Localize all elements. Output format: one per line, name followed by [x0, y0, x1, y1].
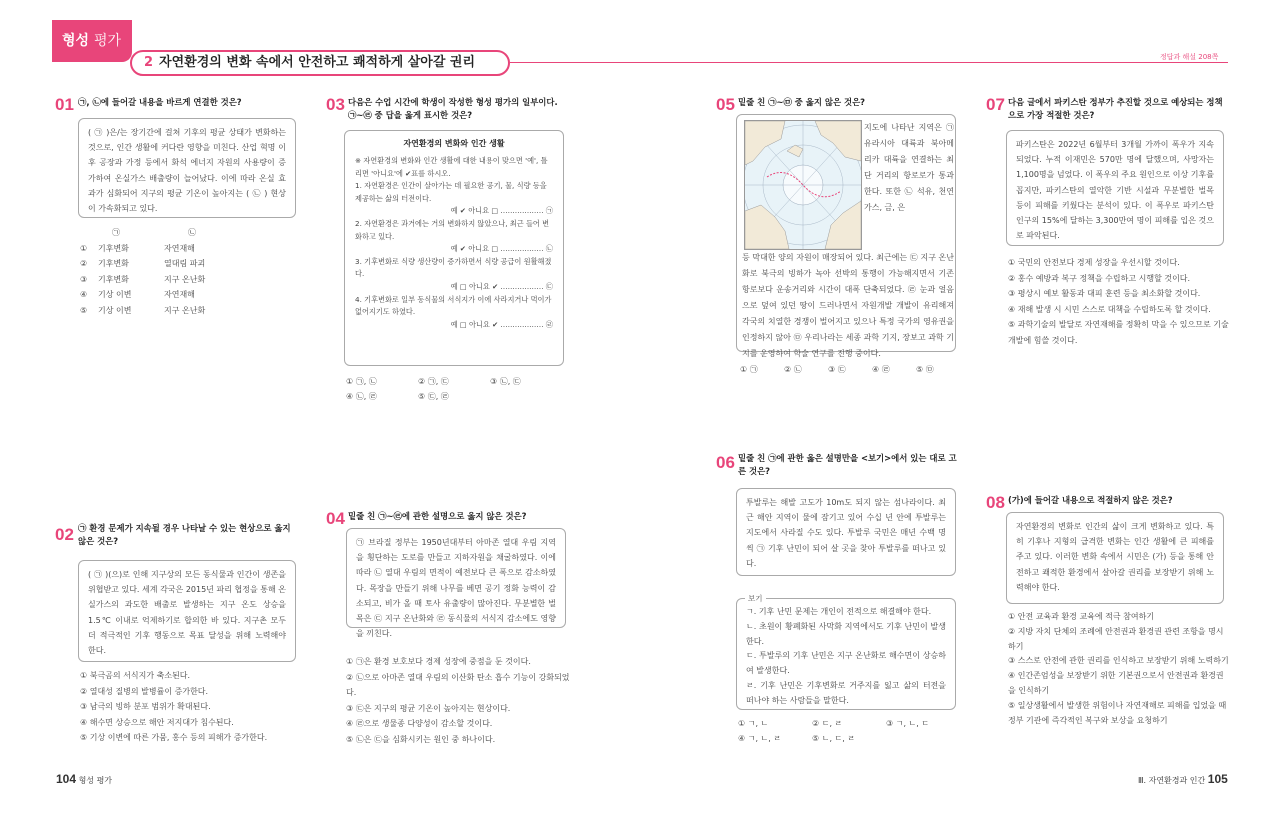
- q03-check: 예 ✔ 아니요 □ ……………… ㉠: [450, 206, 553, 216]
- q07-options: [1008, 255, 1230, 349]
- q07-passage: 파키스탄은 2022년 6월부터 3개월 가까이 폭우가 지속되었다. 누적 이재민은 570만 명에 달했으며, 사망자는 1,100명을 넘었다. 이 폭우의 주요 원인으로 이상 기후를 꼽지만, 파키스탄의 열악한 기반 시설과 무분별한 벌목 등이 피해를 키웠다는 분석이 있다. 이 폭우로 파키스탄 인구의 15%에 달하는 3,300만여 명이 피해를 입은 것으로 파악된다.: [1006, 130, 1224, 246]
- q06-choice[interactable]: ④ ㄱ, ㄴ, ㄹ: [738, 734, 782, 744]
- q06-choice[interactable]: ① ㄱ, ㄴ: [738, 719, 769, 728]
- q04-option[interactable]: ① ㉠은 환경 보호보다 경제 성장에 중점을 둔 것이다.: [346, 657, 531, 666]
- q03-choice[interactable]: ⑤ ㉢, ㉣: [418, 392, 449, 402]
- q08-option[interactable]: ① 안전 교육과 환경 교육에 적극 참여하기: [1008, 612, 1155, 621]
- q01-options: [80, 225, 280, 319]
- q01-opt-a: 기후변화: [98, 259, 129, 269]
- q01-opt-b: 자연재해: [164, 290, 195, 300]
- q02-option[interactable]: ③ 남극의 빙하 분포 범위가 확대된다.: [80, 702, 211, 712]
- answer-reference: 정답과 해설 208쪽: [1160, 53, 1219, 61]
- q04-option[interactable]: ⑤ ㉡은 ㉢을 심화시키는 원인 중 하나이다.: [346, 734, 496, 744]
- q01-question: ㉠, ㉡에 들어갈 내용을 바르게 연결한 것은?: [78, 97, 242, 107]
- q05-number: 05: [716, 95, 735, 114]
- q02-option[interactable]: ② 열대성 질병의 발병률이 증가한다.: [80, 686, 209, 696]
- arctic-map: [744, 120, 862, 250]
- q06-choice[interactable]: ② ㄷ, ㄹ: [812, 719, 843, 728]
- q03-choice[interactable]: ② ㉠, ㉢: [418, 377, 449, 386]
- q05-choices: [740, 362, 960, 377]
- q01-head-a: ㉠: [112, 228, 120, 237]
- q03-question: [348, 96, 578, 121]
- q05-choice[interactable]: ④ ㉣: [872, 365, 890, 374]
- q07-question: 다음 글에서 파키스탄 정부가 추진할 것으로 예상되는 정책으로 가장 적절한 것은?: [1008, 97, 1223, 120]
- q04-options: [346, 654, 572, 748]
- q06-bogi-item: ㄴ. 초원이 황폐화된 사막화 지역에서도 기후 난민이 발생한다.: [746, 621, 946, 646]
- q03-check: 예 □ 아니요 ✔ ……………… ㉣: [450, 319, 553, 329]
- q01-opt-num[interactable]: ④: [80, 290, 88, 300]
- q01-opt-num[interactable]: ②: [80, 259, 88, 269]
- q05-choice[interactable]: ⑤ ㉤: [916, 365, 934, 374]
- q03-choice[interactable]: ④ ㉡, ㉣: [346, 392, 377, 402]
- q06-choice[interactable]: ③ ㄱ, ㄴ, ㄷ: [886, 719, 930, 728]
- q04-question: 밑줄 친 ㉠~㉣에 관한 설명으로 옳지 않은 것은?: [348, 511, 527, 521]
- q06-bogi-item: ㄷ. 투발루의 기후 난민은 지구 온난화로 해수면이 상승하여 발생한다.: [746, 651, 946, 676]
- tab-light: 평가: [93, 33, 121, 49]
- q03-item: 2. 자연환경은 과거에는 거의 변화하지 않았으나, 최근 들어 변화하고 있다.: [355, 218, 550, 241]
- q02-passage: ( ㉠ )(으)로 인해 지구상의 모든 동식물과 인간이 생존을 위협받고 있다. 세계 각국은 2015년 파리 협정을 통해 온실가스의 과도한 배출로 발생하는 지구 온도 상승을 1.5℃ 이내로 억제하기로 합의한 바 있다. 지구촌 모두 더 적극적인 기후 행동으로 목표 달성을 위해 노력해야 한다.: [78, 560, 296, 662]
- q02-number: 02: [55, 525, 74, 544]
- q05-passage-body: 등 막대한 양의 자원이 매장되어 있다. 최근에는 ㉢ 지구 온난화로 북극의 빙하가 녹아 선박의 통행이 가능해지면서 기존 항로보다 운송거리와 시간이 대폭 단축되었다. ㉣ 눈과 얼음으로 덮여 있던 땅이 드러나면서 자원개발 개발이 유리해져 각국의 치열한 경쟁이 벌어지고 있으나 특정 국가의 영유권을 인정하지 않아 ㉤ 우리나라는 세종 과학 기지, 장보고 과학 기지를 운영하여 학술 연구를 진행 중이다.: [742, 253, 954, 358]
- q05-choice[interactable]: ① ㉠: [740, 365, 758, 374]
- q08-option[interactable]: ② 지방 자치 단체의 조례에 안전권과 환경권 관련 조항을 명시하기: [1008, 626, 1224, 651]
- q01-opt-num[interactable]: ⑤: [80, 305, 88, 315]
- q04-option[interactable]: ④ ㉣으로 생물종 다양성이 감소할 것이다.: [346, 719, 493, 729]
- q03-choice[interactable]: ① ㉠, ㉡: [346, 377, 377, 386]
- q08-options: [1008, 610, 1230, 728]
- q06-question: 밑줄 친 ㉠에 관한 옳은 설명만을 <보기>에서 있는 대로 고른 것은?: [738, 453, 957, 476]
- q03-item: 1. 자연환경은 인간이 살아가는 데 필요한 공기, 물, 식량 등을 제공하는 삶의 터전이다.: [355, 181, 547, 203]
- q06-choice[interactable]: ⑤ ㄴ, ㄷ, ㄹ: [812, 734, 856, 744]
- q03-choice[interactable]: ③ ㉡, ㉢: [490, 377, 521, 386]
- q07-option[interactable]: ① 국민의 안전보다 경제 성장을 우선시할 것이다.: [1008, 258, 1180, 267]
- q04-number: 04: [326, 509, 345, 528]
- q03-number: 03: [326, 95, 345, 114]
- q06-bogi-item: ㄱ. 기후 난민 문제는 개인이 전적으로 해결해야 한다.: [746, 607, 932, 616]
- q06-passage: 투발루는 해발 고도가 10m도 되지 않는 섬나라이다. 최근 해안 지역이 물에 잠기고 있어 수십 년 안에 투발루는 지도에서 사라질 수도 있다. 투발루 국민은 매년 수백 명씩 ㉠ 기후 난민이 되어 살 곳을 찾아 투발루를 떠나고 있다.: [736, 488, 956, 576]
- q05-choice[interactable]: ② ㉡: [784, 365, 802, 374]
- q08-passage: 자연환경의 변화로 인간의 삶이 크게 변화하고 있다. 특히 기후나 지형의 급격한 변화는 인간 생활에 큰 피해를 주고 있다. 이러한 변화 속에서 시민은 (가) 등을 통해 안전하고 쾌적한 환경에서 살아갈 권리를 보장받기 위해 노력해야 한다.: [1006, 512, 1224, 604]
- q01-opt-num[interactable]: ③: [80, 274, 88, 284]
- q02-option[interactable]: ④ 해수면 상승으로 해안 저지대가 침수된다.: [80, 717, 234, 727]
- q08-number: 08: [986, 493, 1005, 512]
- q01-number: 01: [55, 95, 74, 114]
- footer-right: [1138, 770, 1228, 789]
- q04-option[interactable]: ② ㉡으로 아마존 열대 우림의 이산화 탄소 흡수 기능이 강화되었다.: [346, 672, 570, 698]
- q01-head-b: ㉡: [188, 228, 196, 237]
- q01-opt-num[interactable]: ①: [80, 243, 88, 253]
- q03-item: 3. 기후변화로 식량 생산량이 증가하면서 식량 공급이 원활해졌다.: [355, 256, 552, 279]
- page-number-right: 105: [1207, 772, 1228, 786]
- q06-bogi-label: 보기: [745, 592, 766, 606]
- q01-opt-b: 지구 온난화: [164, 274, 206, 284]
- q01-opt-a: 기상 이변: [98, 305, 132, 315]
- footer-right-label: Ⅲ. 자연환경과 인간: [1138, 776, 1206, 785]
- footer-left-label: 형성 평가: [78, 776, 113, 785]
- q01-opt-a: 기상 이변: [98, 290, 132, 300]
- q04-option[interactable]: ③ ㉢은 지구의 평균 기온이 높아지는 현상이다.: [346, 703, 511, 713]
- q07-number: 07: [986, 95, 1005, 114]
- q01-opt-b: 지구 온난화: [164, 305, 206, 315]
- q03-check: 예 ✔ 아니요 □ ……………… ㉡: [450, 244, 553, 254]
- q08-question: (가)에 들어갈 내용으로 적절하지 않은 것은?: [1008, 495, 1173, 505]
- unit-title-bar: [130, 50, 510, 76]
- header-rule: [510, 62, 1228, 63]
- q05-choice[interactable]: ③ ㉢: [828, 365, 846, 374]
- q01-opt-a: 기후변화: [98, 243, 129, 253]
- q05-passage-right: 지도에 나타난 지역은 ㉠ 유라시아 대륙과 북아메리카 대륙을 연결하는 최단 거리의 항로로가 통과한다. 또한 ㉡ 석유, 천연가스, 금, 은: [864, 123, 954, 212]
- footer-left: [56, 770, 112, 789]
- q07-option[interactable]: ③ 평상시 예보 활동과 대피 훈련 등을 최소화할 것이다.: [1008, 289, 1201, 299]
- unit-title: 자연환경의 변화 속에서 안전하고 쾌적하게 살아갈 권리: [159, 55, 476, 70]
- q06-choices: [738, 716, 958, 746]
- q03-check: 예 □ 아니요 ✔ ……………… ㉢: [450, 281, 553, 291]
- q03-worksheet: [344, 130, 564, 366]
- q07-option[interactable]: ② 홍수 예방과 복구 정책을 수립하고 시행할 것이다.: [1008, 273, 1191, 283]
- q03-question-line2: ㉠~㉣ 중 답을 옳게 표시한 것은?: [348, 109, 473, 120]
- q02-question: ㉠ 환경 문제가 지속될 경우 나타날 수 있는 현상으로 옳지 않은 것은?: [78, 523, 291, 546]
- q01-passage: ( ㉠ )은/는 장기간에 걸쳐 기후의 평균 상태가 변화하는 것으로, 인간 생활에 커다란 영향을 미친다. 산업 혁명 이후 공장과 가정 등에서 화석 에너지 자원의 사용량이 증가하여 온실가스 배출량이 늘어났다. 이에 따라 온실 효과가 심화되어 지구의 평균 기온이 높아지는 ( ㉡ ) 현상이 가속화되고 있다.: [78, 118, 296, 218]
- q03-item: 4. 기후변화로 일부 동식물의 서식지가 이에 사라지거나 먹이가 없어지기도 하였다.: [355, 294, 552, 317]
- q02-options: [80, 668, 300, 746]
- section-tab: [52, 20, 132, 62]
- q03-question-line1: 다음은 수업 시간에 학생이 작성한 형성 평가의 일부이다.: [348, 97, 558, 107]
- q01-opt-a: 기후변화: [98, 274, 129, 284]
- q02-option[interactable]: ⑤ 기상 이변에 따른 가뭄, 홍수 등의 피해가 증가한다.: [80, 733, 268, 743]
- q06-bogi-box: [736, 594, 956, 710]
- unit-number: 2: [144, 55, 154, 70]
- q05-question: 밑줄 친 ㉠~㉤ 중 옳지 않은 것은?: [738, 97, 866, 107]
- q07-option[interactable]: ④ 재해 발생 시 시민 스스로 대책을 수립하도록 할 것이다.: [1008, 304, 1211, 314]
- q03-sheet-title: 자연환경의 변화와 인간 생활: [403, 139, 505, 148]
- tab-bold: 형성: [62, 33, 90, 49]
- q03-sheet-note: ※ 자연환경의 변화와 인간 생활에 대한 내용이 맞으면 '예', 틀리면 '아니요'에 ✔표를 하시오.: [355, 156, 548, 178]
- arctic-map-graphic: [745, 121, 861, 249]
- q02-option[interactable]: ① 북극곰의 서식지가 축소된다.: [80, 671, 191, 680]
- page-number-left: 104: [56, 772, 77, 786]
- q08-option[interactable]: ⑤ 일상생활에서 발생한 위험이나 자연재해로 피해를 입었을 때 정부 기관에 즉각적인 복구와 보상을 요청하기: [1008, 700, 1227, 725]
- q01-opt-b: 자연재해: [164, 243, 195, 253]
- q01-opt-b: 열대림 파괴: [164, 259, 206, 269]
- q08-option[interactable]: ③ 스스로 안전에 관한 권리를 인식하고 보장받기 위해 노력하기: [1008, 656, 1229, 666]
- q03-choices: [346, 374, 566, 404]
- q06-number: 06: [716, 453, 735, 472]
- q08-option[interactable]: ④ 인간존엄성을 보장받기 위한 기본권으로서 안전권과 환경권을 인식하기: [1008, 671, 1224, 695]
- q04-passage: ㉠ 브라질 정부는 1950년대부터 아마존 열대 우림 지역을 횡단하는 도로를 만들고 지하자원을 채굴하였다. 이에 따라 ㉡ 열대 우림의 면적이 예전보다 큰 폭으로 감소하였다. 목장을 만들기 위해 나무를 베면 공기 정화 능력이 감소되고, 비가 올 때 토사 유출량이 많아진다. 무분별한 벌목은 ㉢ 지구 온난화와 ㉣ 동식물의 서식지 감소에도 영향을 끼친다.: [346, 528, 566, 628]
- q06-bogi-item: ㄹ. 기후 난민은 기후변화로 거주지를 잃고 삶의 터전을 떠나야 하는 사람들을 말한다.: [746, 680, 946, 705]
- q07-option[interactable]: ⑤ 과학기술의 발달로 자연재해를 정확히 막을 수 있으므로 기술 개발에 힘쓸 것이다.: [1008, 320, 1229, 345]
